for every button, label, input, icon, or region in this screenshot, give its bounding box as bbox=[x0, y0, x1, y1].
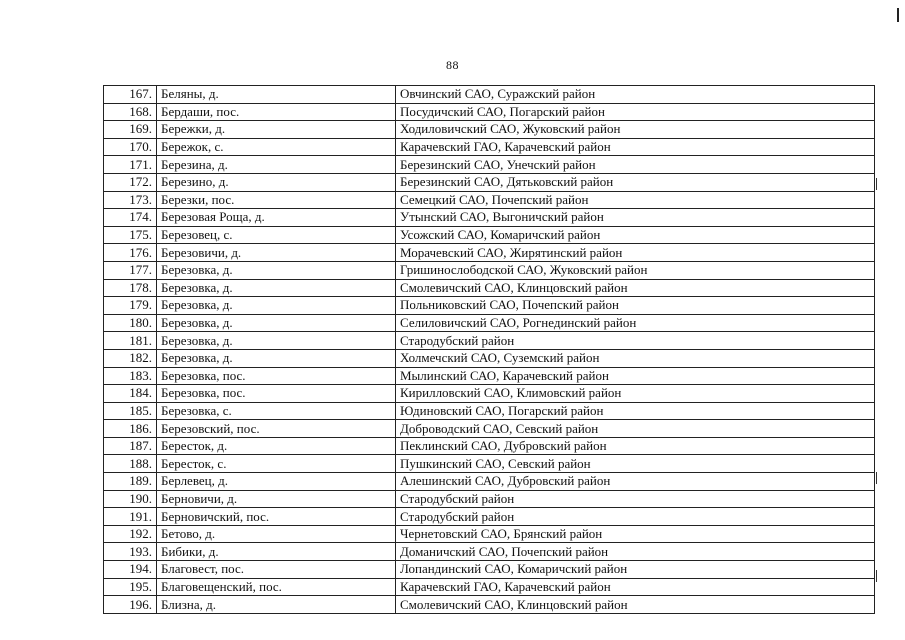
settlement-name-cell: Березки, пос. bbox=[157, 191, 396, 209]
table-row bbox=[104, 156, 875, 174]
administrative-region-cell: Морачевский САО, Жирятинский район bbox=[396, 244, 875, 262]
settlement-name-cell: Березовка, пос. bbox=[157, 367, 396, 385]
scan-edge-mark bbox=[897, 8, 899, 22]
settlement-name-cell: Близна, д. bbox=[157, 596, 396, 614]
settlement-name-cell: Березовка, д. bbox=[157, 332, 396, 350]
table-row bbox=[104, 226, 875, 244]
settlement-name-cell: Бердаши, пос. bbox=[157, 103, 396, 121]
administrative-region-cell: Чернетовский САО, Брянский район bbox=[396, 525, 875, 543]
settlement-name-cell: Бережок, с. bbox=[157, 138, 396, 156]
page-number: 88 bbox=[446, 58, 459, 72]
table-row bbox=[104, 86, 875, 104]
row-number-cell: 194. bbox=[104, 561, 157, 579]
table-row bbox=[104, 473, 875, 491]
table-row bbox=[104, 138, 875, 156]
settlement-name-cell: Березовичи, д. bbox=[157, 244, 396, 262]
row-number-cell: 191. bbox=[104, 508, 157, 526]
settlement-name-cell: Берновичский, пос. bbox=[157, 508, 396, 526]
administrative-region-cell: Пушкинский САО, Севский район bbox=[396, 455, 875, 473]
table-row bbox=[104, 543, 875, 561]
administrative-region-cell: Пеклинский САО, Дубровский район bbox=[396, 437, 875, 455]
row-number-cell: 182. bbox=[104, 349, 157, 367]
settlement-name-cell: Березовка, с. bbox=[157, 402, 396, 420]
settlement-name-cell: Березина, д. bbox=[157, 156, 396, 174]
administrative-region-cell: Усожский САО, Комаричский район bbox=[396, 226, 875, 244]
scan-edge-mark bbox=[876, 178, 877, 190]
row-number-cell: 186. bbox=[104, 420, 157, 438]
administrative-region-cell: Мылинский САО, Карачевский район bbox=[396, 367, 875, 385]
table-row bbox=[104, 244, 875, 262]
settlement-name-cell: Благовещенский, пос. bbox=[157, 578, 396, 596]
row-number-cell: 174. bbox=[104, 209, 157, 227]
row-number-cell: 188. bbox=[104, 455, 157, 473]
administrative-region-cell: Березинский САО, Дятьковский район bbox=[396, 173, 875, 191]
row-number-cell: 196. bbox=[104, 596, 157, 614]
settlement-name-cell: Бересток, д. bbox=[157, 437, 396, 455]
row-number-cell: 190. bbox=[104, 490, 157, 508]
administrative-region-cell: Кирилловский САО, Климовский район bbox=[396, 385, 875, 403]
administrative-region-cell: Доманичский САО, Почепский район bbox=[396, 543, 875, 561]
row-number-cell: 183. bbox=[104, 367, 157, 385]
administrative-region-cell: Селиловичский САО, Рогнединский район bbox=[396, 314, 875, 332]
settlement-name-cell: Беляны, д. bbox=[157, 86, 396, 104]
row-number-cell: 176. bbox=[104, 244, 157, 262]
settlements-table bbox=[103, 85, 875, 614]
settlement-name-cell: Березовка, пос. bbox=[157, 385, 396, 403]
table-row bbox=[104, 385, 875, 403]
row-number-cell: 168. bbox=[104, 103, 157, 121]
row-number-cell: 195. bbox=[104, 578, 157, 596]
table-row bbox=[104, 121, 875, 139]
settlement-name-cell: Березовка, д. bbox=[157, 314, 396, 332]
settlement-name-cell: Бересток, с. bbox=[157, 455, 396, 473]
administrative-region-cell: Овчинский САО, Суражский район bbox=[396, 86, 875, 104]
settlement-name-cell: Березовка, д. bbox=[157, 279, 396, 297]
table-row bbox=[104, 525, 875, 543]
settlement-name-cell: Березовский, пос. bbox=[157, 420, 396, 438]
row-number-cell: 189. bbox=[104, 473, 157, 491]
table-row bbox=[104, 297, 875, 315]
settlement-name-cell: Берновичи, д. bbox=[157, 490, 396, 508]
table-row bbox=[104, 596, 875, 614]
settlement-name-cell: Бетово, д. bbox=[157, 525, 396, 543]
table-row bbox=[104, 455, 875, 473]
administrative-region-cell: Смолевичский САО, Клинцовский район bbox=[396, 279, 875, 297]
table-row bbox=[104, 490, 875, 508]
row-number-cell: 170. bbox=[104, 138, 157, 156]
row-number-cell: 172. bbox=[104, 173, 157, 191]
settlement-name-cell: Благовест, пос. bbox=[157, 561, 396, 579]
administrative-region-cell: Посудичский САО, Погарский район bbox=[396, 103, 875, 121]
table-body bbox=[104, 86, 875, 614]
row-number-cell: 192. bbox=[104, 525, 157, 543]
row-number-cell: 180. bbox=[104, 314, 157, 332]
table-row bbox=[104, 279, 875, 297]
administrative-region-cell: Юдиновский САО, Погарский район bbox=[396, 402, 875, 420]
table-row bbox=[104, 437, 875, 455]
table-row bbox=[104, 367, 875, 385]
settlement-name-cell: Березовка, д. bbox=[157, 349, 396, 367]
row-number-cell: 184. bbox=[104, 385, 157, 403]
row-number-cell: 175. bbox=[104, 226, 157, 244]
row-number-cell: 179. bbox=[104, 297, 157, 315]
row-number-cell: 177. bbox=[104, 261, 157, 279]
table-row bbox=[104, 349, 875, 367]
scan-edge-mark bbox=[876, 570, 877, 582]
table-row bbox=[104, 209, 875, 227]
table-row bbox=[104, 173, 875, 191]
table-row bbox=[104, 402, 875, 420]
administrative-region-cell: Алешинский САО, Дубровский район bbox=[396, 473, 875, 491]
row-number-cell: 167. bbox=[104, 86, 157, 104]
administrative-region-cell: Польниковский САО, Почепский район bbox=[396, 297, 875, 315]
row-number-cell: 178. bbox=[104, 279, 157, 297]
settlement-name-cell: Бережки, д. bbox=[157, 121, 396, 139]
table-row bbox=[104, 420, 875, 438]
table-row bbox=[104, 508, 875, 526]
table-row bbox=[104, 578, 875, 596]
settlement-name-cell: Берлевец, д. bbox=[157, 473, 396, 491]
row-number-cell: 173. bbox=[104, 191, 157, 209]
row-number-cell: 171. bbox=[104, 156, 157, 174]
administrative-region-cell: Стародубский район bbox=[396, 332, 875, 350]
administrative-region-cell: Ходиловичский САО, Жуковский район bbox=[396, 121, 875, 139]
row-number-cell: 187. bbox=[104, 437, 157, 455]
table-row bbox=[104, 103, 875, 121]
settlement-name-cell: Березовец, с. bbox=[157, 226, 396, 244]
administrative-region-cell: Стародубский район bbox=[396, 490, 875, 508]
administrative-region-cell: Стародубский район bbox=[396, 508, 875, 526]
administrative-region-cell: Холмечский САО, Суземский район bbox=[396, 349, 875, 367]
administrative-region-cell: Доброводский САО, Севский район bbox=[396, 420, 875, 438]
settlement-name-cell: Березовая Роща, д. bbox=[157, 209, 396, 227]
administrative-region-cell: Смолевичский САО, Клинцовский район bbox=[396, 596, 875, 614]
settlement-name-cell: Березино, д. bbox=[157, 173, 396, 191]
settlement-name-cell: Бибики, д. bbox=[157, 543, 396, 561]
row-number-cell: 193. bbox=[104, 543, 157, 561]
administrative-region-cell: Карачевский ГАО, Карачевский район bbox=[396, 138, 875, 156]
scan-edge-mark bbox=[876, 472, 877, 484]
table-row bbox=[104, 314, 875, 332]
administrative-region-cell: Карачевский ГАО, Карачевский район bbox=[396, 578, 875, 596]
administrative-region-cell: Березинский САО, Унечский район bbox=[396, 156, 875, 174]
settlement-name-cell: Березовка, д. bbox=[157, 261, 396, 279]
administrative-region-cell: Лопандинский САО, Комаричский район bbox=[396, 561, 875, 579]
table-row bbox=[104, 561, 875, 579]
administrative-region-cell: Семецкий САО, Почепский район bbox=[396, 191, 875, 209]
administrative-region-cell: Утынский САО, Выгоничский район bbox=[396, 209, 875, 227]
settlement-name-cell: Березовка, д. bbox=[157, 297, 396, 315]
table-row bbox=[104, 261, 875, 279]
table-row bbox=[104, 191, 875, 209]
table-row bbox=[104, 332, 875, 350]
row-number-cell: 169. bbox=[104, 121, 157, 139]
administrative-region-cell: Гришинослободской САО, Жуковский район bbox=[396, 261, 875, 279]
row-number-cell: 185. bbox=[104, 402, 157, 420]
row-number-cell: 181. bbox=[104, 332, 157, 350]
